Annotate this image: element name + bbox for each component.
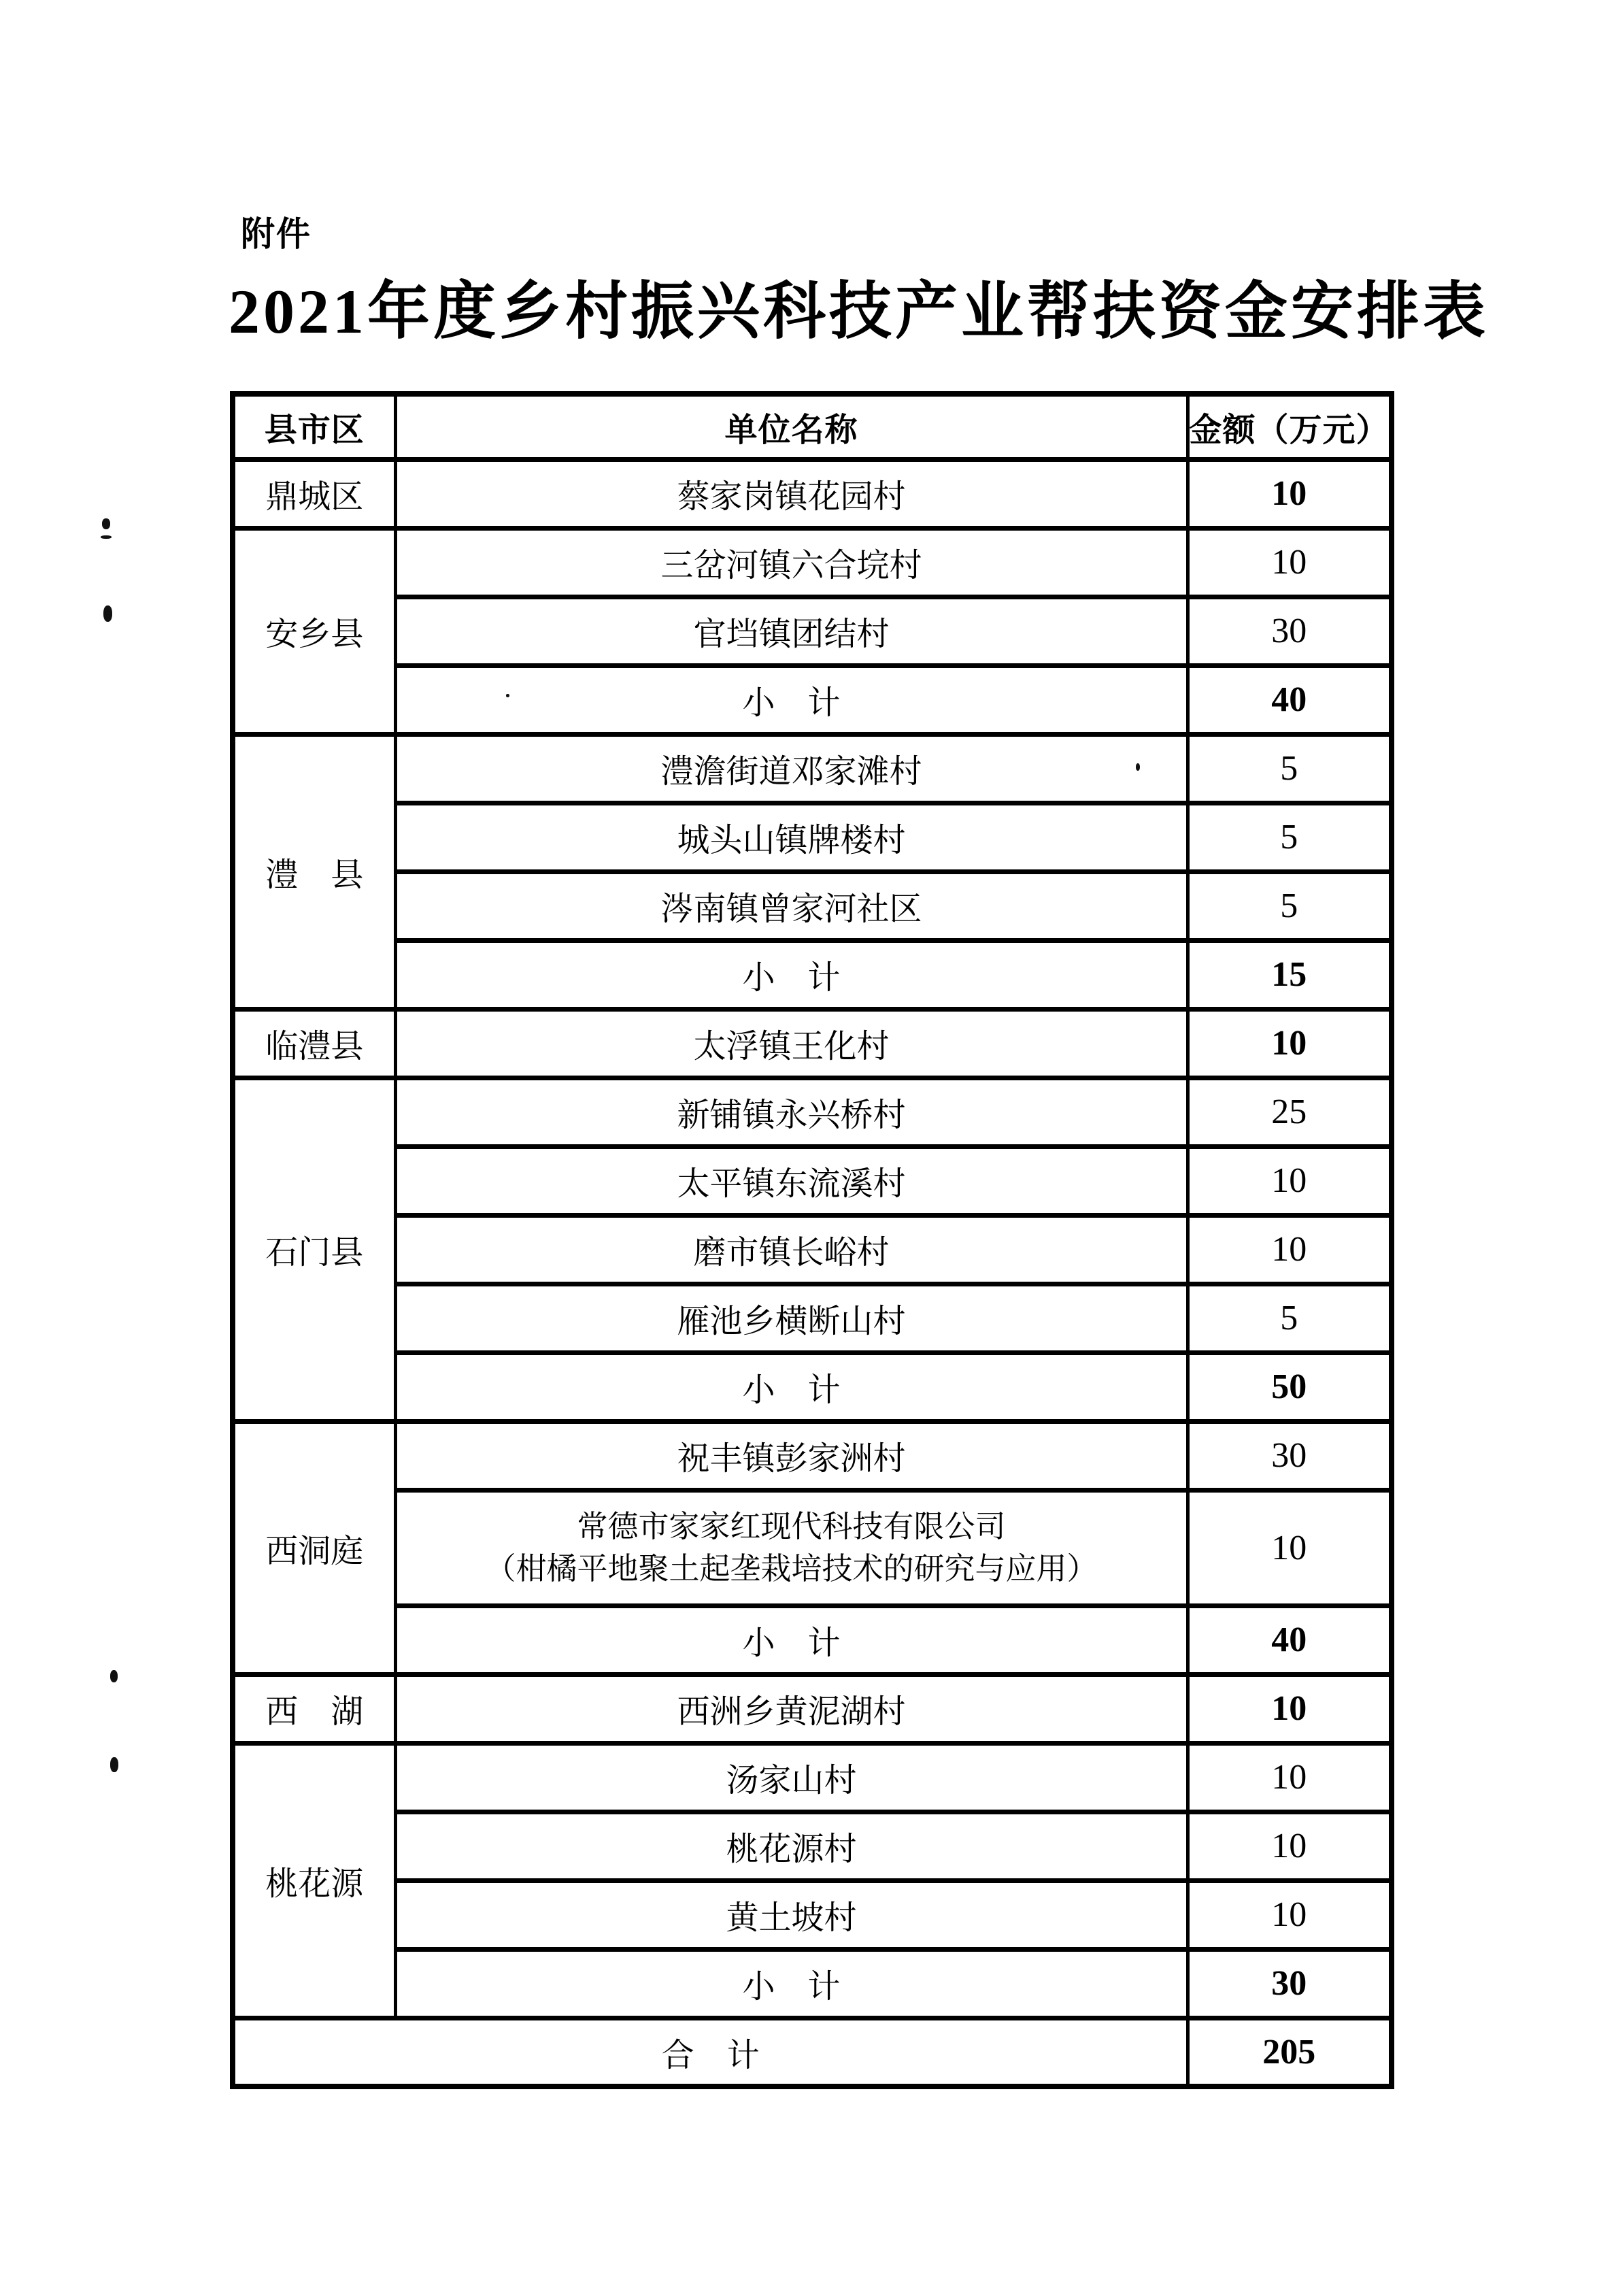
table-row: [233, 665, 1392, 734]
amount-cell: 15: [1188, 940, 1392, 1009]
header-amount: 金额（万元）: [1188, 394, 1392, 459]
unit-cell: 汤家山村: [395, 1743, 1188, 1812]
fund-allocation-table: [230, 391, 1394, 2089]
unit-cell: 蔡家岗镇花园村: [395, 459, 1188, 528]
unit-cell: 祝丰镇彭家洲村: [395, 1421, 1188, 1490]
table-row: [233, 1880, 1392, 1949]
unit-cell: 涔南镇曾家河社区: [395, 871, 1188, 940]
amount-cell: 50: [1188, 1352, 1392, 1421]
unit-line: （柑橘平地聚土起垄栽培技术的研究与应用）: [485, 1552, 1098, 1586]
table-row: [233, 597, 1392, 665]
unit-cell: 三岔河镇六合垸村: [395, 528, 1188, 597]
table-header: [233, 394, 1392, 459]
amount-cell: 10: [1188, 1812, 1392, 1880]
unit-cell: [395, 1490, 1188, 1605]
region-cell: 安乡县: [233, 528, 395, 734]
scan-speck: [110, 1757, 118, 1772]
table-row: [233, 1352, 1392, 1421]
amount-cell: 5: [1188, 871, 1392, 940]
unit-cell: 太平镇东流溪村: [395, 1146, 1188, 1215]
scan-speck: [103, 605, 112, 622]
amount-cell: 10: [1188, 1743, 1392, 1812]
table-row: [233, 1146, 1392, 1215]
table-row: [233, 1605, 1392, 1674]
amount-cell: 5: [1188, 803, 1392, 871]
header-unit: 单位名称: [395, 394, 1188, 459]
unit-cell: 小 计: [395, 665, 1188, 734]
amount-cell: 10: [1188, 1880, 1392, 1949]
table-row: [233, 1284, 1392, 1352]
amount-cell: 10: [1188, 1009, 1392, 1078]
amount-cell: 5: [1188, 734, 1392, 803]
unit-cell: 小 计: [395, 1949, 1188, 2018]
table-row: [233, 1812, 1392, 1880]
table-row: [233, 528, 1392, 597]
amount-cell: 10: [1188, 1146, 1392, 1215]
unit-line: 常德市家家红现代科技有限公司: [577, 1510, 1006, 1544]
table-row: [233, 940, 1392, 1009]
amount-cell: 25: [1188, 1078, 1392, 1146]
amount-cell: 10: [1188, 459, 1392, 528]
amount-cell: 5: [1188, 1284, 1392, 1352]
scan-speck: [506, 694, 509, 697]
table-row: [233, 734, 1392, 803]
unit-cell: 澧澹街道邓家滩村: [395, 734, 1188, 803]
amount-cell: 30: [1188, 597, 1392, 665]
region-cell: 石门县: [233, 1078, 395, 1421]
amount-cell: 40: [1188, 1605, 1392, 1674]
scan-speck: [101, 535, 112, 539]
header-region: 县市区: [233, 394, 395, 459]
table-row: [233, 1743, 1392, 1812]
attachment-label: 附件: [241, 215, 312, 253]
region-cell: 临澧县: [233, 1009, 395, 1078]
unit-cell: 磨市镇长峪村: [395, 1215, 1188, 1284]
unit-cell: 小 计: [395, 940, 1188, 1009]
scan-speck: [102, 518, 110, 529]
fund-table-body: [233, 459, 1392, 2086]
amount-cell: 30: [1188, 1421, 1392, 1490]
unit-cell: 黄土坡村: [395, 1880, 1188, 1949]
page-title: 2021年度乡村振兴科技产业帮扶资金安排表: [229, 277, 1489, 346]
unit-cell: 小 计: [395, 1605, 1188, 1674]
region-cell: 西洞庭: [233, 1421, 395, 1674]
unit-cell: 官垱镇团结村: [395, 597, 1188, 665]
unit-cell: 新铺镇永兴桥村: [395, 1078, 1188, 1146]
table-row: [233, 1949, 1392, 2018]
unit-cell: 雁池乡横断山村: [395, 1284, 1188, 1352]
unit-cell: 西洲乡黄泥湖村: [395, 1674, 1188, 1743]
table-row: [233, 459, 1392, 528]
scan-speck: [110, 1670, 118, 1682]
region-cell: 西 湖: [233, 1674, 395, 1743]
region-cell: 桃花源: [233, 1743, 395, 2018]
table-row: [233, 1009, 1392, 1078]
unit-cell: 桃花源村: [395, 1812, 1188, 1880]
amount-cell: 10: [1188, 1674, 1392, 1743]
table-row: [233, 1490, 1392, 1605]
amount-cell: 30: [1188, 1949, 1392, 2018]
header-row: [233, 394, 1392, 459]
amount-cell: 40: [1188, 665, 1392, 734]
table-row: [233, 2018, 1392, 2086]
unit-cell: 太浮镇王化村: [395, 1009, 1188, 1078]
table-row: [233, 871, 1392, 940]
table-row: [233, 803, 1392, 871]
table-row: [233, 1421, 1392, 1490]
unit-cell: 小 计: [395, 1352, 1188, 1421]
table-row: [233, 1215, 1392, 1284]
region-cell: 澧 县: [233, 734, 395, 1009]
total-label-cell: 合 计: [233, 2018, 1188, 2086]
table-row: [233, 1674, 1392, 1743]
region-cell: 鼎城区: [233, 459, 395, 528]
amount-cell: 10: [1188, 1215, 1392, 1284]
amount-cell: 205: [1188, 2018, 1392, 2086]
unit-cell: 城头山镇牌楼村: [395, 803, 1188, 871]
amount-cell: 10: [1188, 528, 1392, 597]
scan-speck: [1136, 763, 1140, 771]
table-row: [233, 1078, 1392, 1146]
amount-cell: 10: [1188, 1490, 1392, 1605]
